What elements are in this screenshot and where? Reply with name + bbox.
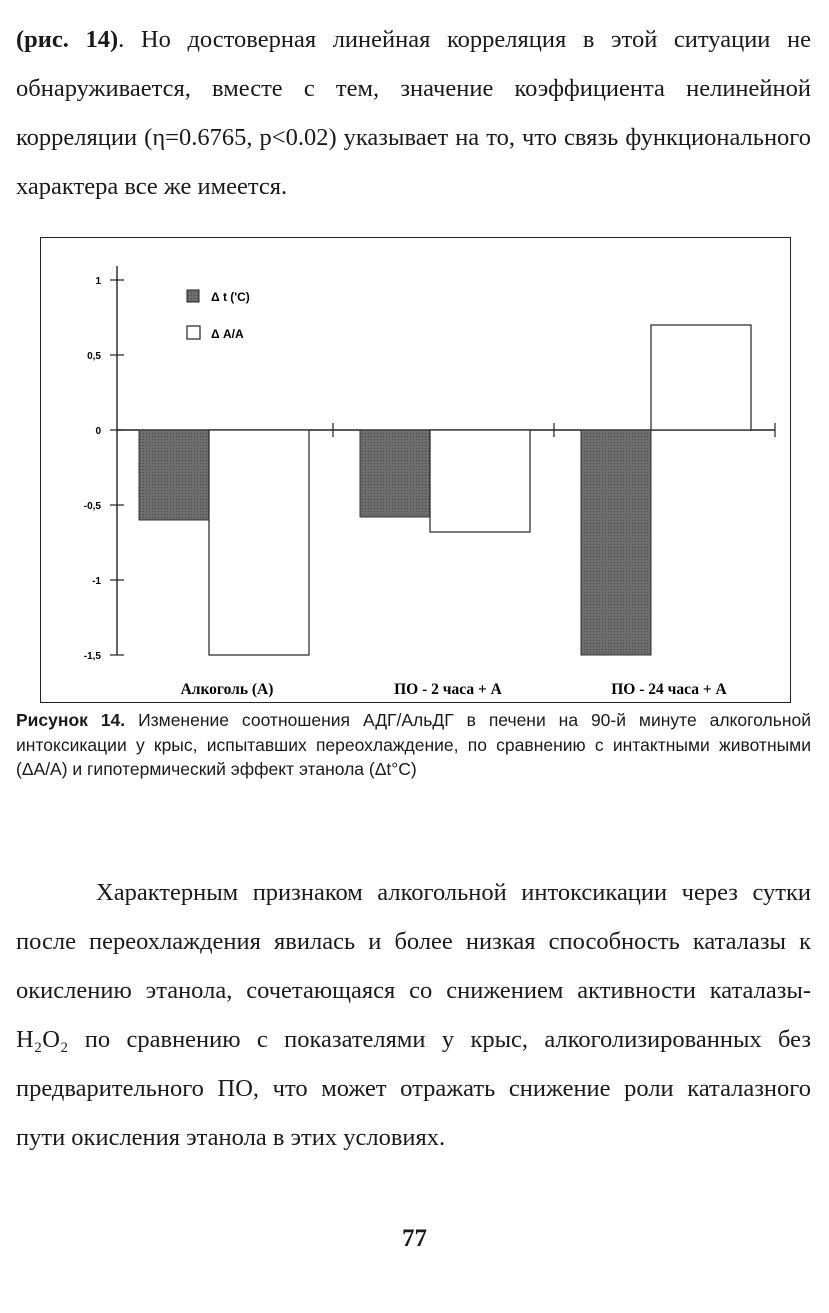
paragraph-bottom: Характерным признаком алкогольной интоксикации через сутки после переохлаждения явилась и более низкая способность каталазы к окислению этанола, сочетающаяся со снижением активности каталазы-H₂O₂ по сравнению с показателями у крыс, алкоголизированных без предварительного ПО, что может отражать снижение роли каталазного пути окисления этанола в этих условиях.	[16, 879, 811, 1151]
page-number: 77	[402, 1225, 427, 1252]
y-tick-label: 0,5	[87, 351, 101, 362]
bar-da	[430, 430, 530, 532]
legend-swatch-dt	[187, 290, 199, 302]
y-tick-label: -1	[92, 576, 101, 587]
category-label: ПО - 24 часа + А	[611, 681, 727, 698]
figure-14	[40, 237, 791, 703]
bar-chart	[41, 238, 792, 704]
y-tick-label: -0,5	[83, 501, 101, 512]
bar-da	[209, 430, 309, 655]
category-label: Алкоголь (А)	[180, 681, 274, 698]
paragraph-top-text: . Но достоверная линейная корреляция в этой ситуации не обнаруживается, вместе с тем, значение коэффициента нелинейной корреляции (η=0.6765, p<0.02) указывает на то, что связь функционального характера все же имеется.	[16, 26, 812, 200]
legend-label-da: Δ A/A	[211, 327, 244, 341]
caption-text: Изменение соотношения АДГ/АльДГ в печени на 90-й минуте алкогольной интоксикации у крыс, испытавших переохлаждение, по сравнению с интактными животными (ΔA/A) и гипотермический эффект этанола (Δt°C)	[16, 710, 811, 779]
paragraph-top	[16, 15, 811, 211]
legend-label-dt: Δ t ('C)	[211, 290, 250, 304]
y-tick-label: 0	[95, 426, 101, 437]
bar-dt	[581, 430, 651, 655]
bar-da	[651, 325, 751, 430]
figure-caption	[16, 708, 811, 782]
legend-swatch-da	[187, 326, 200, 339]
caption-label: Рисунок 14.	[16, 710, 126, 730]
bar-dt	[139, 430, 209, 520]
bar-dt	[360, 430, 430, 517]
y-tick-label: 1	[95, 276, 101, 287]
category-label: ПО - 2 часа + А	[394, 681, 502, 698]
y-tick-label: -1,5	[83, 651, 101, 662]
figure-reference: (рис. 14)	[16, 26, 119, 53]
